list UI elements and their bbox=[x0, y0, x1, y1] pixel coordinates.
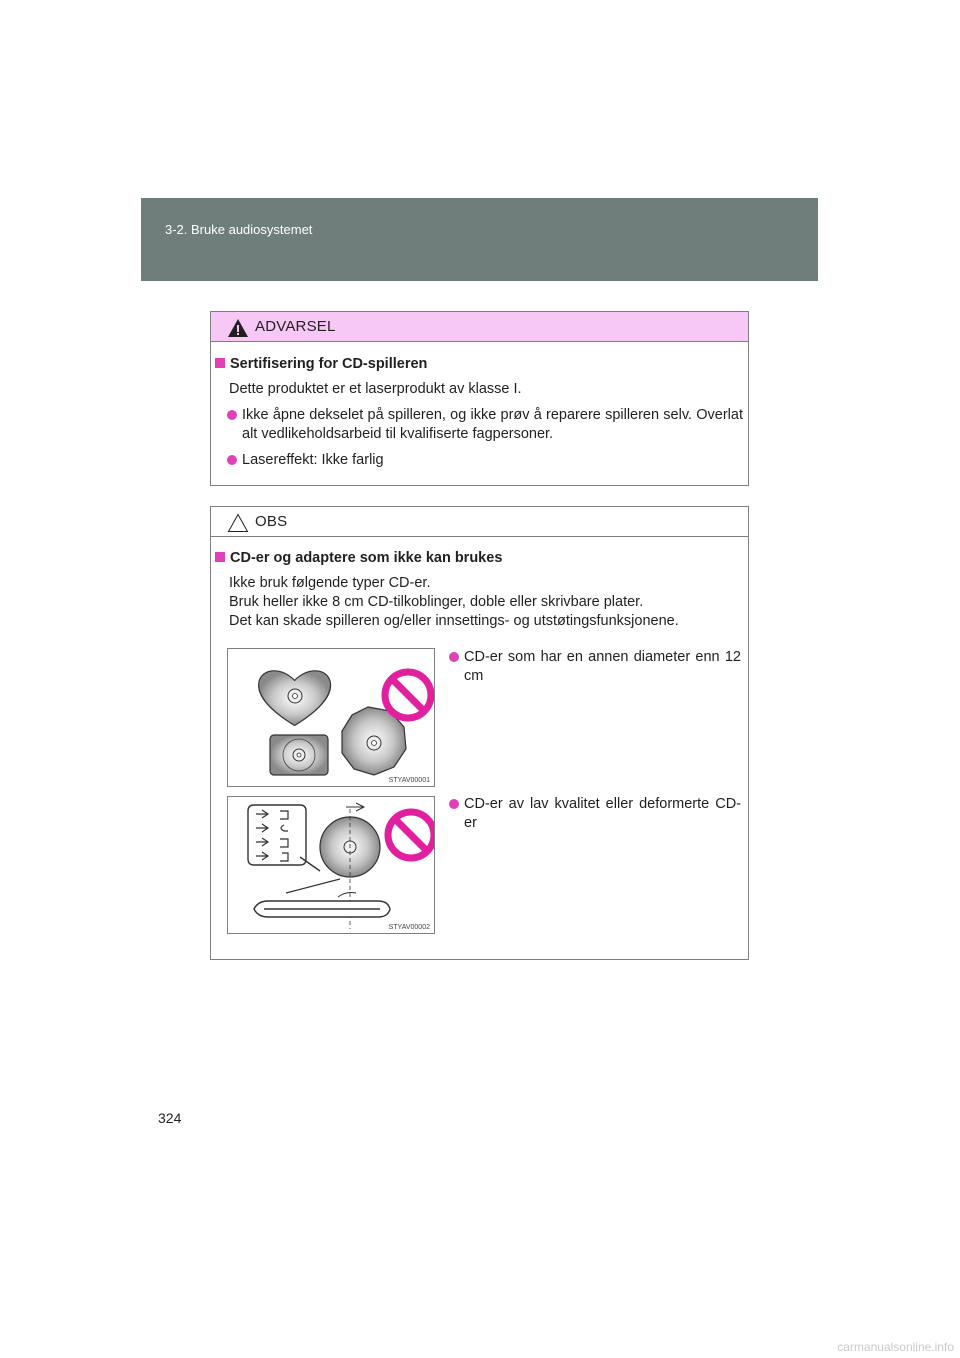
notice-item-1 bbox=[449, 648, 741, 686]
warning-bullet-2-text: Lasereffekt: Ikke farlig bbox=[242, 452, 384, 468]
notice-title: OBS bbox=[255, 513, 288, 530]
figure-code-2: STYAV00002 bbox=[388, 924, 430, 931]
warning-bullet-2 bbox=[227, 451, 743, 470]
notice-heading-row bbox=[215, 549, 502, 568]
warning-triangle-icon bbox=[227, 318, 249, 338]
odd-shaped-cds-icon bbox=[228, 649, 435, 787]
section-header-band bbox=[141, 198, 818, 281]
caution-triangle-icon bbox=[227, 513, 249, 533]
warning-box bbox=[210, 311, 749, 486]
bullet-icon bbox=[227, 455, 237, 465]
watermark: carmanualsonline.info bbox=[837, 1340, 954, 1354]
illustration-odd-shaped-cds bbox=[227, 648, 435, 787]
notice-item-2-text: CD-er av lav kvalitet eller deformerte CD-er bbox=[464, 796, 741, 831]
notice-item-2 bbox=[449, 795, 741, 833]
notice-line-3: Det kan skade spilleren og/eller innsettings- og utstøtingsfunksjonene. bbox=[229, 613, 679, 629]
bullet-icon bbox=[227, 410, 237, 420]
bullet-icon bbox=[449, 799, 459, 809]
deformed-cds-icon bbox=[228, 797, 435, 934]
warning-bullet-1 bbox=[227, 406, 743, 444]
illustration-deformed-cds bbox=[227, 796, 435, 934]
bullet-icon bbox=[449, 652, 459, 662]
notice-line-1: Ikke bruk følgende typer CD-er. bbox=[229, 575, 431, 591]
notice-header bbox=[211, 507, 748, 537]
warning-heading: Sertifisering for CD-spilleren bbox=[230, 356, 428, 372]
notice-line-2: Bruk heller ikke 8 cm CD-tilkoblinger, doble eller skrivbare plater. bbox=[229, 594, 644, 610]
warning-intro: Dette produktet er et laserprodukt av klasse I. bbox=[229, 381, 522, 397]
warning-title: ADVARSEL bbox=[255, 318, 336, 335]
notice-heading: CD-er og adaptere som ikke kan brukes bbox=[230, 550, 503, 566]
section-marker-icon bbox=[215, 358, 225, 368]
warning-header bbox=[211, 312, 748, 342]
notice-box bbox=[210, 506, 749, 960]
figure-code-1: STYAV00001 bbox=[388, 777, 430, 784]
section-marker-icon bbox=[215, 552, 225, 562]
page-number: 324 bbox=[158, 1110, 182, 1126]
notice-item-1-text: CD-er som har en annen diameter enn 12 cm bbox=[464, 649, 741, 684]
warning-bullet-1-text: Ikke åpne dekselet på spilleren, og ikke prøv å reparere spilleren selv. Overlat alt vedlikeholdsarbeid til kvalifiserte fagpersoner. bbox=[242, 407, 743, 442]
warning-heading-row bbox=[215, 355, 427, 374]
section-title: 3-2. Bruke audiosystemet bbox=[165, 222, 313, 237]
